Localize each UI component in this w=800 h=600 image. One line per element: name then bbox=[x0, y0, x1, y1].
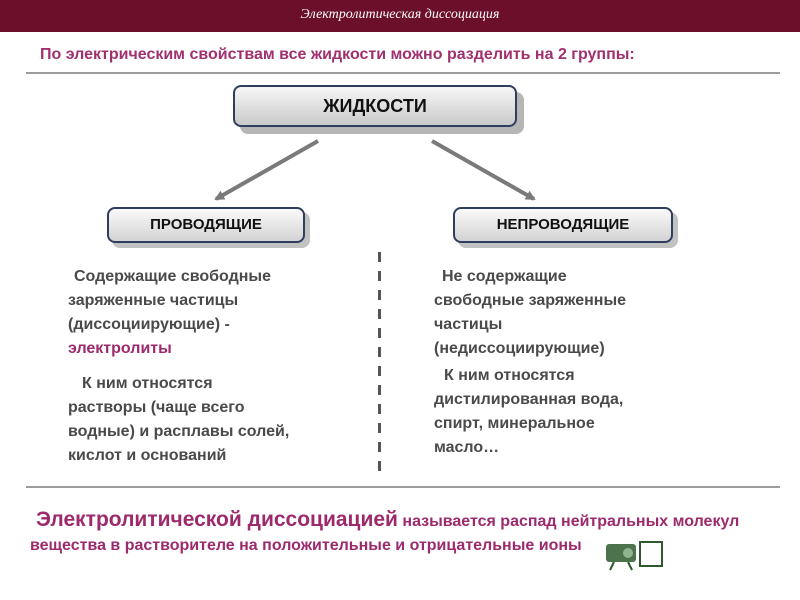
right-example-line: масло… bbox=[434, 439, 500, 456]
right-desc-line: частицы bbox=[434, 316, 503, 333]
dashed-separator bbox=[378, 252, 382, 474]
projector-icon bbox=[604, 538, 664, 572]
conducting-box: ПРОВОДЯЩИЕ bbox=[107, 207, 305, 243]
left-examples bbox=[68, 372, 368, 468]
left-desc-line: заряженные частицы bbox=[68, 292, 239, 309]
left-example-line: растворы (чаще всего bbox=[68, 399, 245, 416]
arrow-right-icon bbox=[432, 141, 534, 199]
right-desc-line: Не содержащие bbox=[442, 268, 567, 285]
left-example-line: кислот и оснований bbox=[68, 447, 227, 464]
root-box: ЖИДКОСТИ bbox=[233, 85, 517, 127]
arrow-left-icon bbox=[216, 141, 318, 199]
right-examples bbox=[434, 364, 734, 460]
right-example-line: дистилированная вода, bbox=[434, 391, 624, 408]
right-desc-line: (недиссоциирующие) bbox=[434, 340, 605, 357]
left-description bbox=[68, 265, 368, 361]
bottom-divider bbox=[26, 486, 780, 488]
definition-term: Электролитической диссоциацией bbox=[36, 508, 398, 531]
left-example-line: водные) и расплавы солей, bbox=[68, 423, 290, 440]
right-example-line: К ним относятся bbox=[444, 367, 575, 384]
left-desc-line: Содержащие свободные bbox=[74, 268, 271, 285]
intro-text: По электрическим свойствам все жидкости можно разделить на 2 группы: bbox=[40, 46, 635, 63]
definition-rest: называется распад нейтральных молекул вещества в растворителе на положительные и отрицательные ионы bbox=[30, 513, 740, 554]
right-example-line: спирт, минеральное bbox=[434, 415, 595, 432]
right-desc-line: свободные заряженные bbox=[434, 292, 627, 309]
left-example-line: К ним относятся bbox=[82, 375, 213, 392]
nonconducting-box: НЕПРОВОДЯЩИЕ bbox=[453, 207, 673, 243]
right-description bbox=[434, 265, 734, 361]
slide-title: Электролитическая диссоциация bbox=[300, 7, 500, 22]
left-desc-line: (диссоциирующие) - bbox=[68, 316, 230, 333]
electrolytes-term: электролиты bbox=[68, 340, 172, 357]
